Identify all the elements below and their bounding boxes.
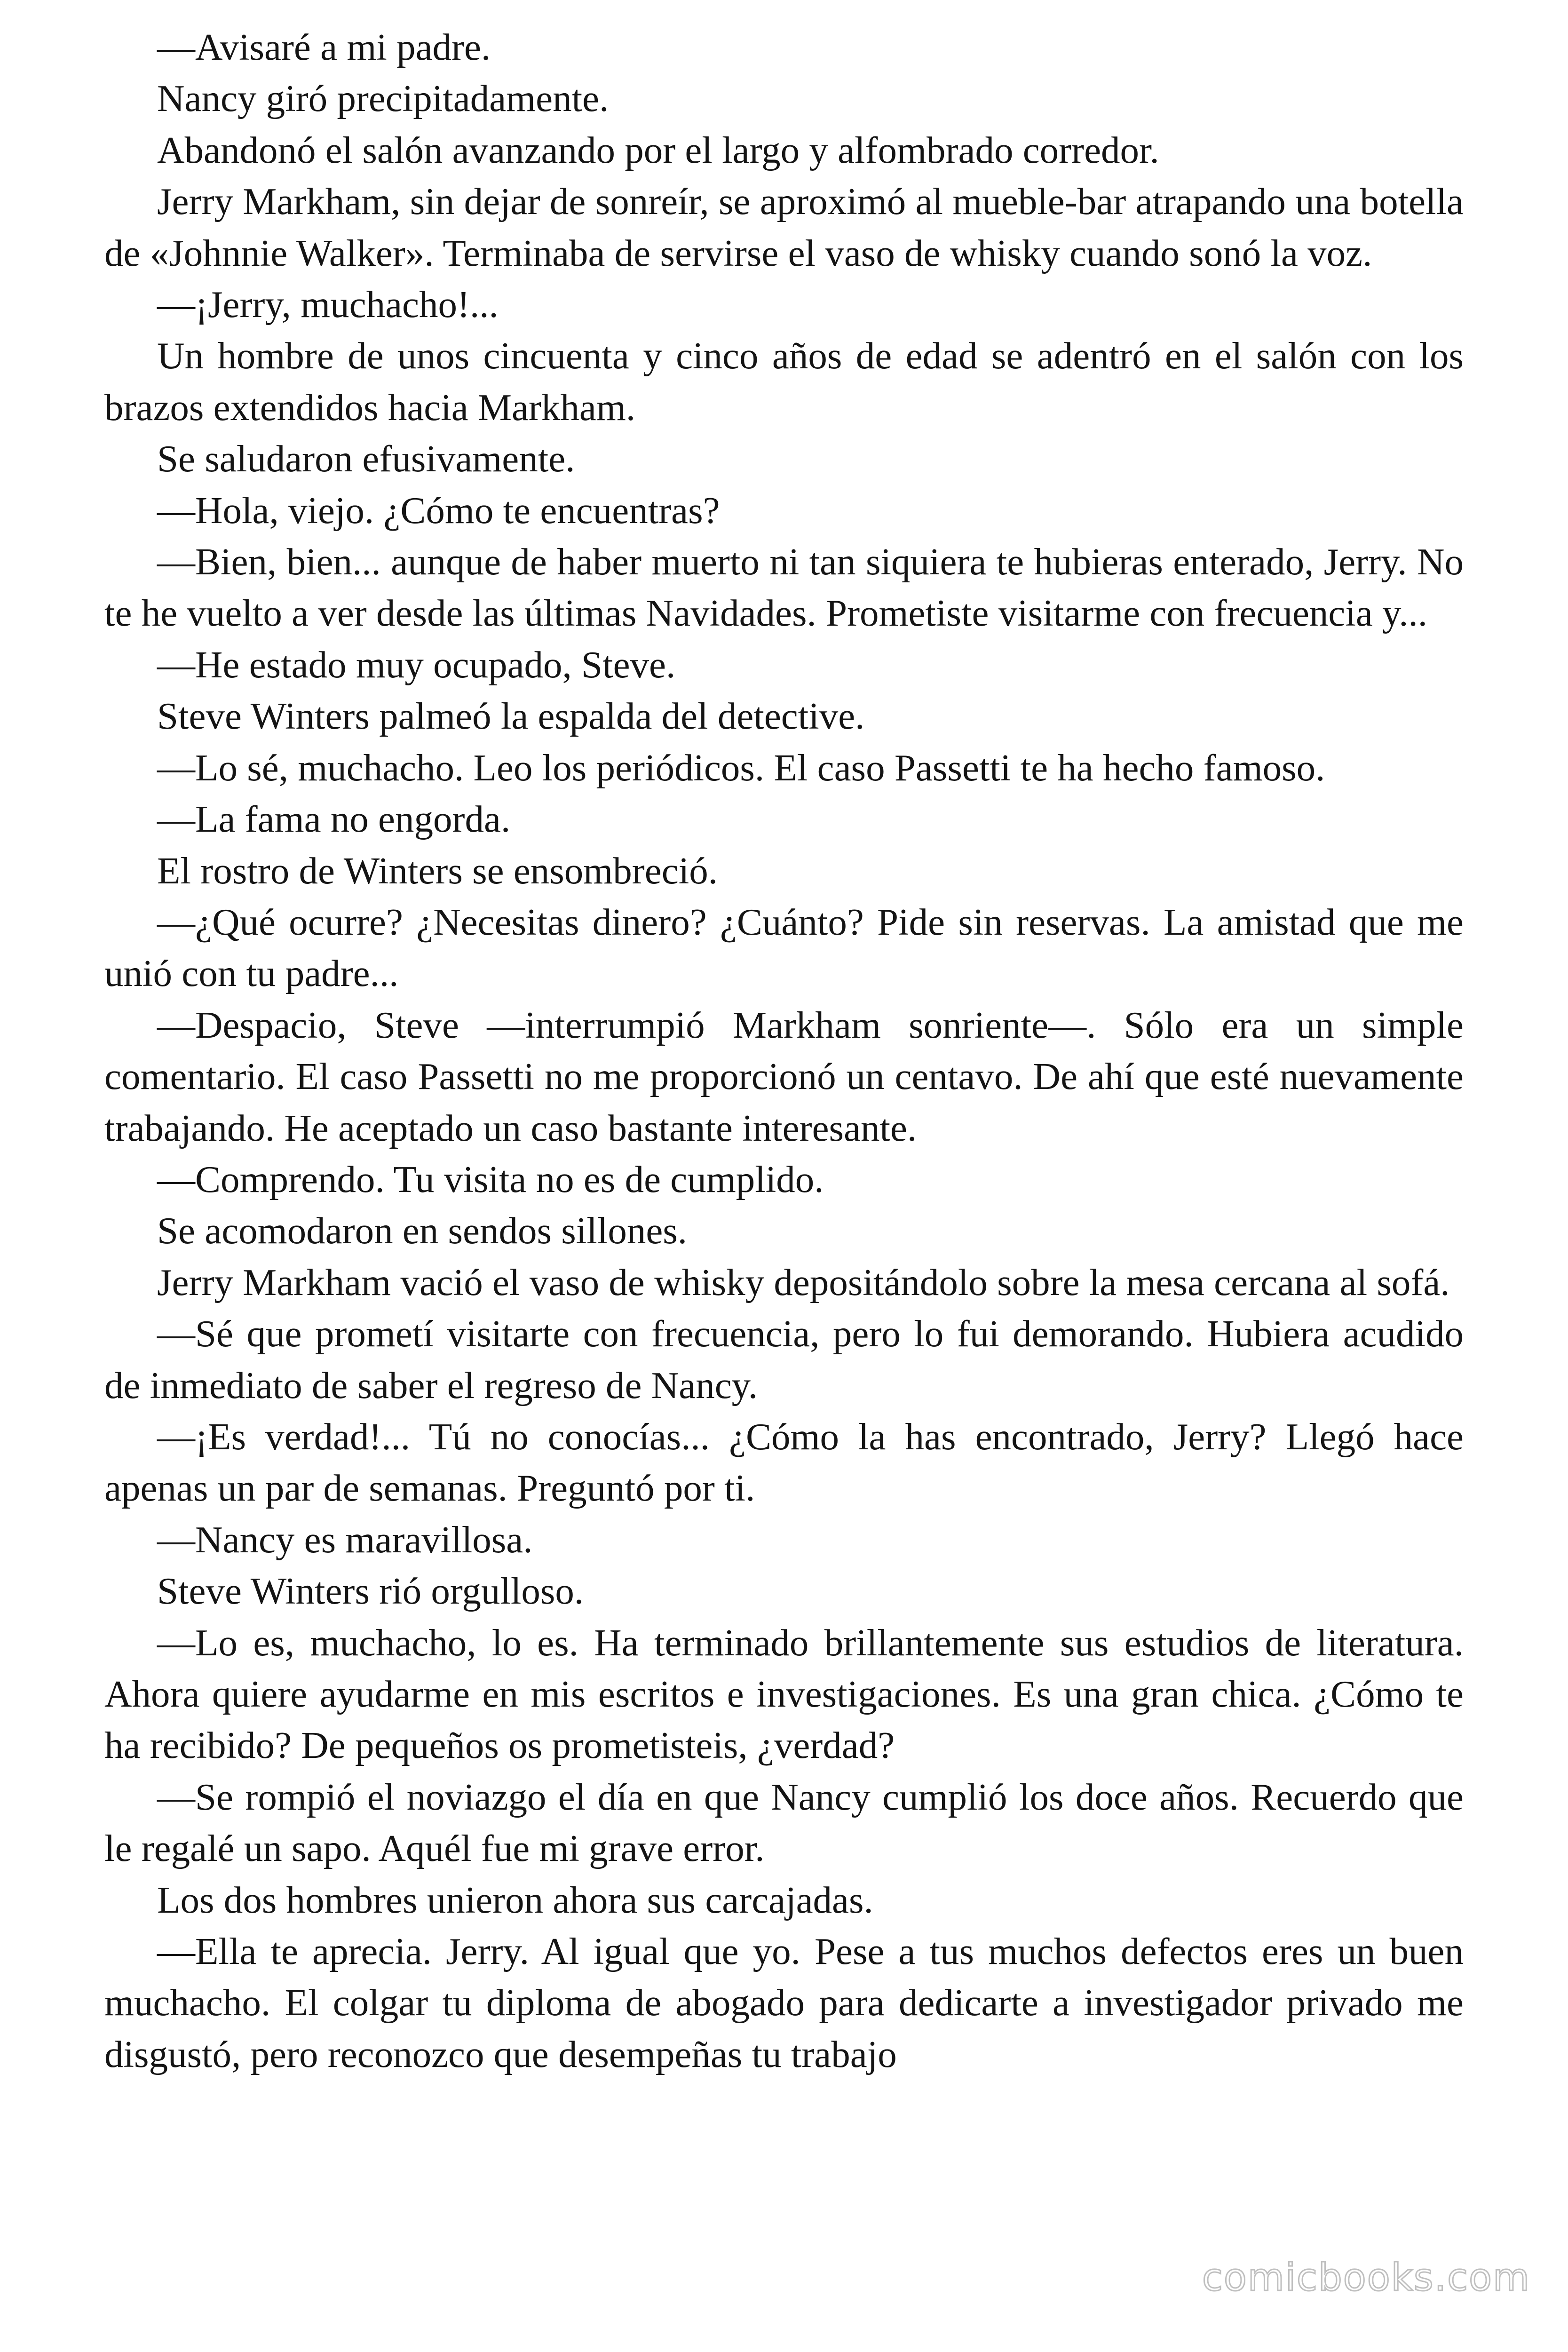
paragraph: Steve Winters rió orgulloso.: [157, 1570, 584, 1613]
paragraph: —Sé que prometí visitarte con frecuencia, pero lo fui demorando. Hubiera acudido de inmediato de saber el regreso de Nancy.: [104, 1312, 1464, 1406]
paragraph: Abandonó el salón avanzando por el largo y alfombrado corredor.: [157, 128, 1159, 171]
paragraph: —Se rompió el noviazgo el día en que Nancy cumplió los doce años. Recuerdo que le regalé un sapo. Aquél fue mi grave error.: [104, 1775, 1464, 1870]
paragraph: —Bien, bien... aunque de haber muerto ni tan siquiera te hubieras enterado, Jerry. No te he vuelto a ver desde las últimas Navidades. Prometiste visitarme con frecuencia y...: [104, 540, 1464, 635]
paragraph: —Ella te aprecia. Jerry. Al igual que yo. Pese a tus muchos defectos eres un buen muchacho. El colgar tu diploma de abogado para dedicarte a investigador privado me disgustó, pero reconozco que desempeñas tu trabajo: [104, 1930, 1464, 2075]
paragraph: Nancy giró precipitadamente.: [157, 77, 609, 120]
paragraph: Los dos hombres unieron ahora sus carcajadas.: [157, 1878, 873, 1921]
paragraph: —¡Jerry, muchacho!...: [157, 283, 499, 326]
watermark: comicbooks.com: [1202, 2256, 1530, 2299]
paragraph: Jerry Markham, sin dejar de sonreír, se aproximó al mueble-bar atrapando una botella de «Johnnie Walker». Terminaba de servirse el vaso de whisky cuando sonó la voz.: [104, 180, 1464, 274]
paragraph: Se acomodaron en sendos sillones.: [157, 1209, 688, 1252]
paragraph: —Avisaré a mi padre.: [157, 26, 491, 68]
paragraph: Un hombre de unos cincuenta y cinco años de edad se adentró en el salón con los brazos extendidos hacia Markham.: [104, 334, 1464, 429]
paragraph: —¿Qué ocurre? ¿Necesitas dinero? ¿Cuánto? Pide sin reservas. La amistad que me unió con tu padre...: [104, 900, 1464, 995]
paragraph: —La fama no engorda.: [157, 798, 511, 841]
paragraph: —Nancy es maravillosa.: [157, 1518, 533, 1561]
paragraph: —Hola, viejo. ¿Cómo te encuentras?: [157, 489, 720, 532]
paragraph: —Lo es, muchacho, lo es. Ha terminado brillantemente sus estudios de literatura. Ahora quiere ayudarme en mis escritos e investigaciones. Es una gran chica. ¿Cómo te ha recibido? De pequeños os prometisteis, ¿verdad?: [104, 1621, 1464, 1767]
paragraph: El rostro de Winters se ensombreció.: [157, 849, 718, 892]
paragraph: Jerry Markham vació el vaso de whisky depositándolo sobre la mesa cercana al sofá.: [157, 1261, 1450, 1303]
page-text: [104, 22, 1464, 2080]
paragraph: —Despacio, Steve —interrumpió Markham sonriente—. Sólo era un simple comentario. El caso Passetti no me proporcionó un centavo. De ahí que esté nuevamente trabajando. He aceptado un caso bastante interesante.: [104, 1003, 1464, 1149]
paragraph: —Comprendo. Tu visita no es de cumplido.: [157, 1158, 824, 1200]
paragraph: Se saludaron efusivamente.: [157, 437, 575, 480]
paragraph: —He estado muy ocupado, Steve.: [157, 643, 676, 686]
paragraph: Steve Winters palmeó la espalda del detective.: [157, 695, 865, 738]
paragraph: —Lo sé, muchacho. Leo los periódicos. El caso Passetti te ha hecho famoso.: [157, 746, 1325, 789]
paragraph: —¡Es verdad!... Tú no conocías... ¿Cómo la has encontrado, Jerry? Llegó hace apenas un par de semanas. Preguntó por ti.: [104, 1415, 1464, 1510]
